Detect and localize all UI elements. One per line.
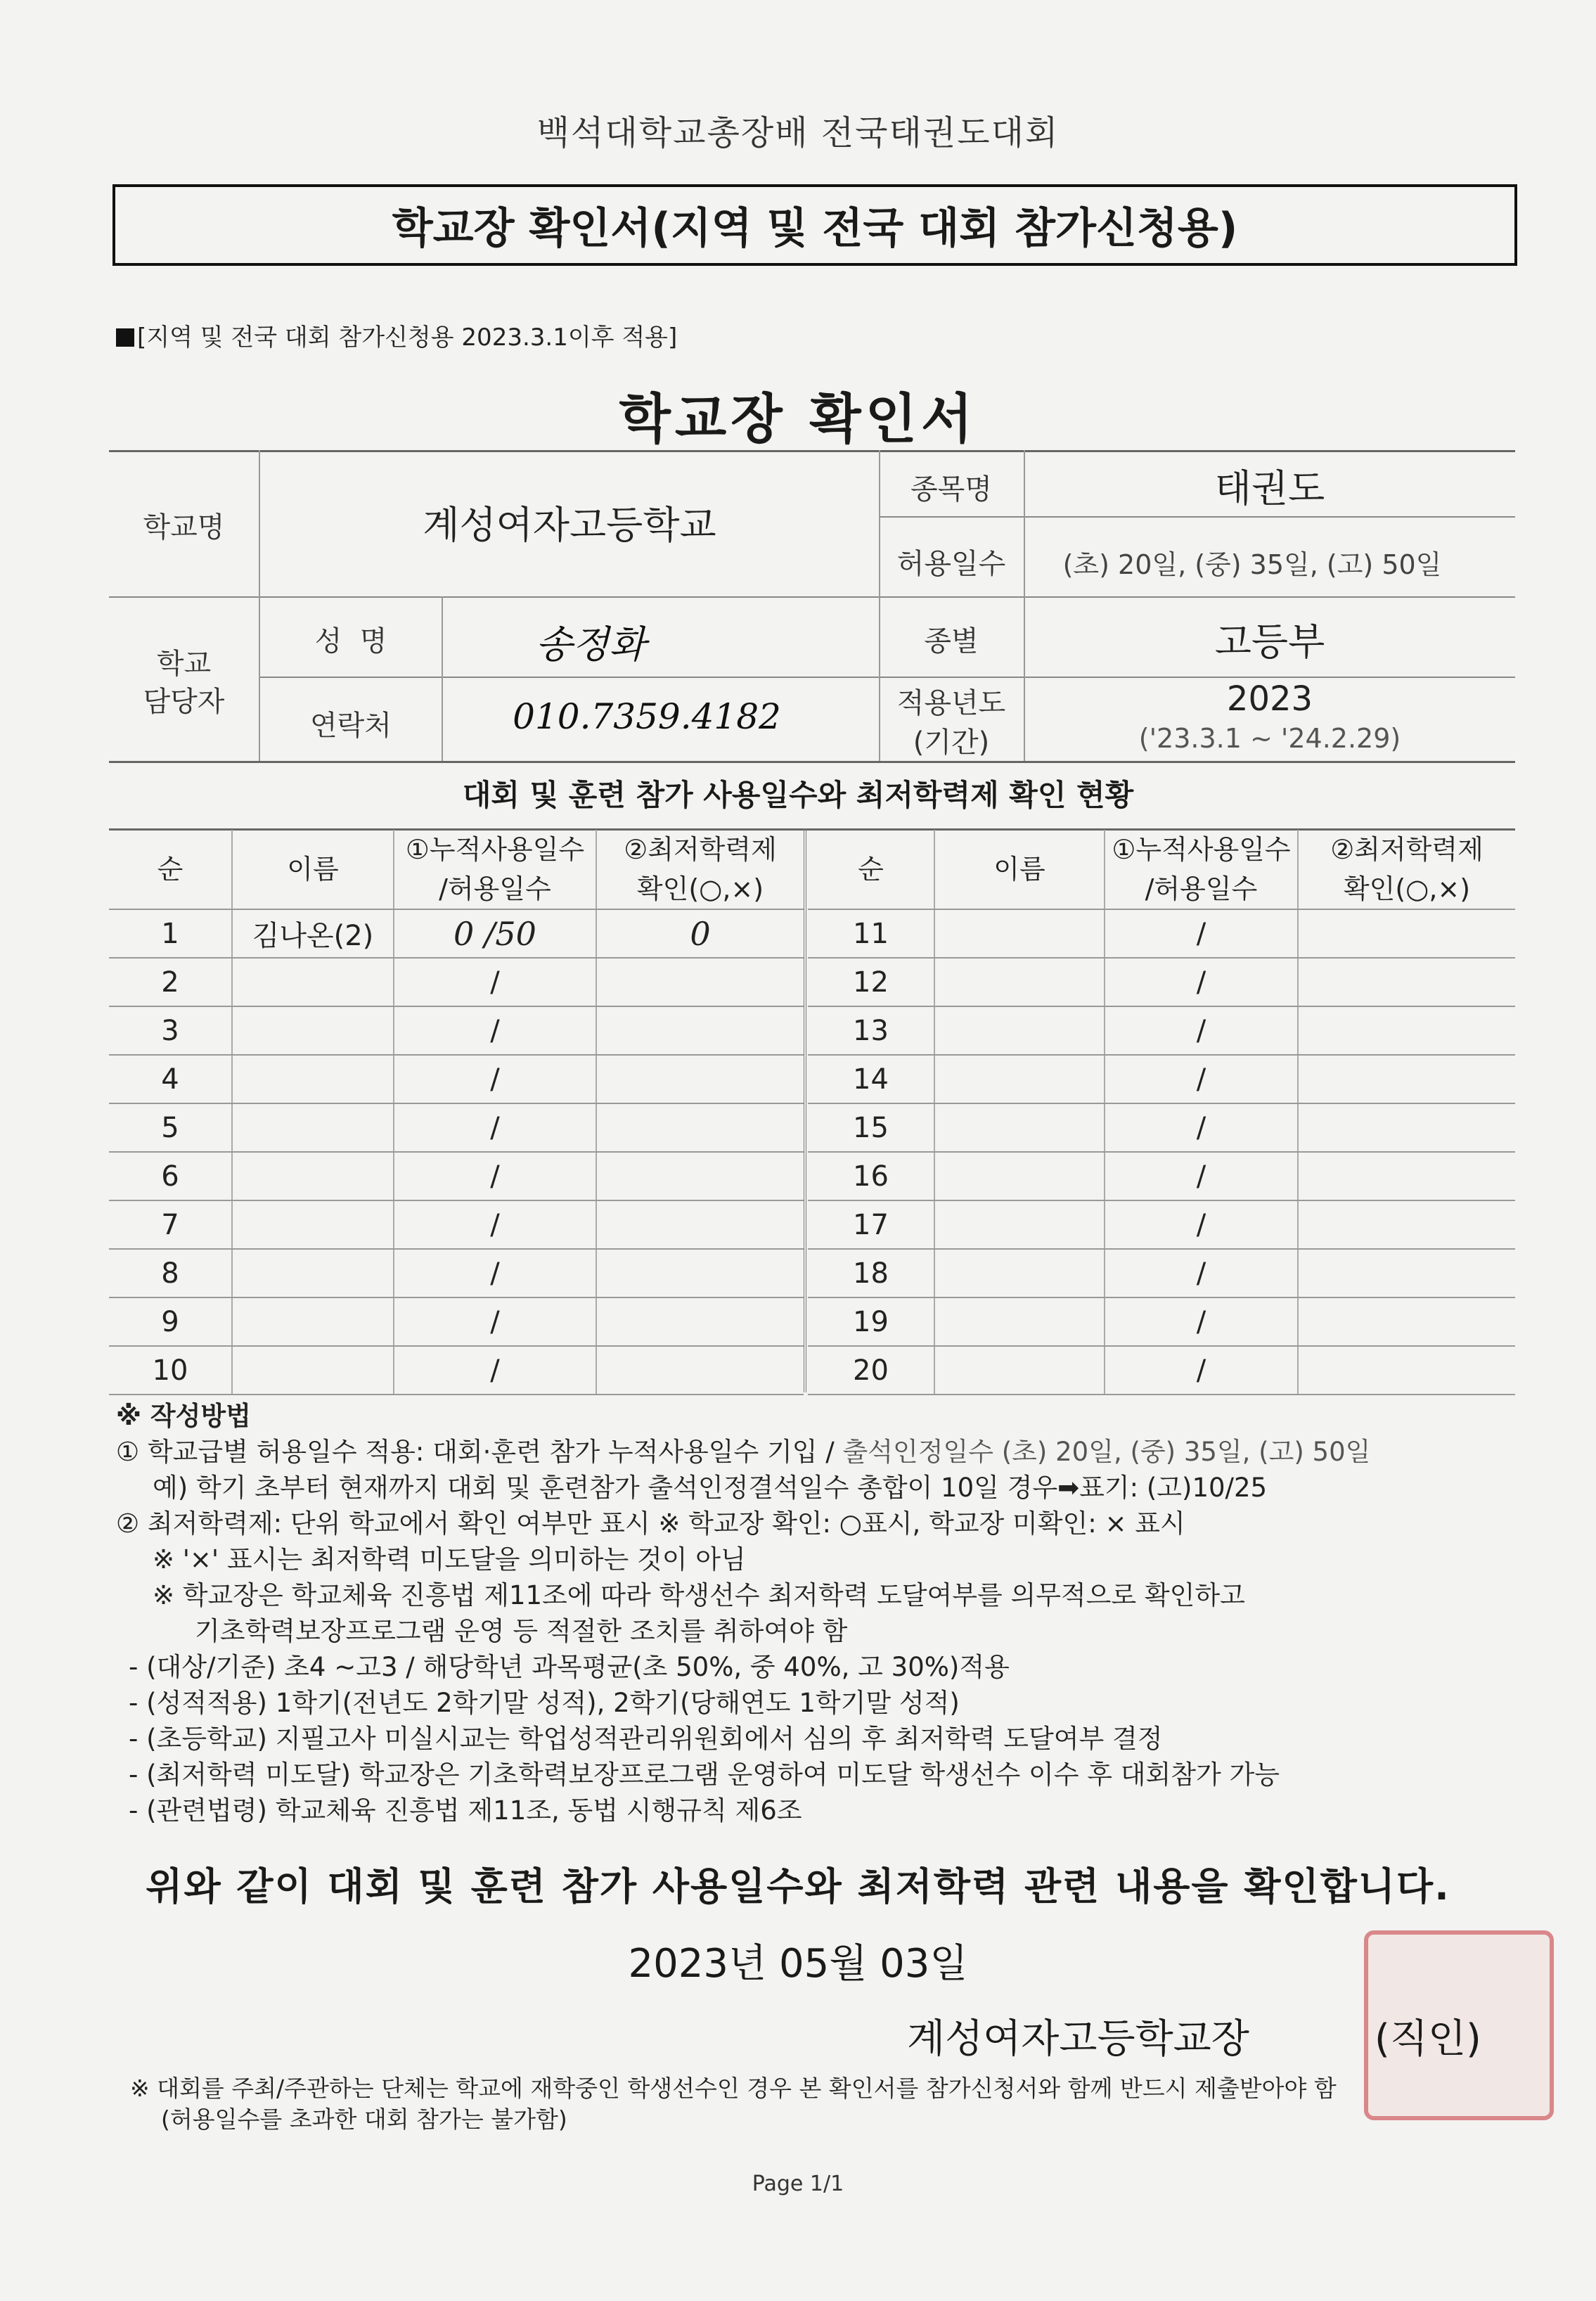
staff-label-line1: 학교: [156, 648, 212, 680]
table-row: [109, 1006, 804, 1055]
row-no: 18: [808, 1249, 934, 1297]
row-min: [1298, 1006, 1515, 1055]
contact-label: 연락처: [310, 710, 392, 742]
row-name: [232, 1006, 394, 1055]
row-no: 3: [109, 1006, 232, 1055]
form-title: 학교장 확인서(지역 및 전국 대회 참가신청용): [112, 184, 1517, 266]
col-days-line1: ①누적사용일수: [405, 834, 585, 865]
table-row: [109, 909, 804, 958]
sport-label: 종목명: [910, 473, 992, 506]
row-no: 7: [109, 1200, 232, 1249]
col-days: [1105, 830, 1298, 909]
instructions: [116, 1398, 1515, 1828]
col-min-line1: ②최저학력제: [1330, 834, 1484, 865]
staff-name-handwritten: 송정화: [535, 622, 646, 667]
school-label: 학교명: [143, 511, 225, 544]
instruction-text-highlight: 출석인정일수 (초) 20일, (중) 35일, (고) 50일: [842, 1437, 1371, 1467]
document-title: 학교장 확인서: [619, 387, 977, 450]
row-no: 4: [109, 1055, 232, 1103]
row-min: 0: [596, 909, 804, 958]
year-period: ('23.3.1 ~ '24.2.29): [1138, 723, 1401, 754]
row-min: [1298, 1152, 1515, 1200]
row-no: 12: [808, 958, 934, 1006]
info-rule: [879, 516, 1515, 518]
row-days: /: [394, 1055, 596, 1103]
table-row: [808, 1297, 1515, 1346]
col-days-line2: /허용일수: [1145, 873, 1258, 904]
row-days: /: [394, 1297, 596, 1346]
row-min: [1298, 1200, 1515, 1249]
instruction-line: - (성적적용) 1학기(전년도 2학기말 성적), 2학기(당해연도 1학기말 성적): [129, 1688, 960, 1718]
row-min: [596, 1055, 804, 1103]
black-square-icon: [116, 328, 134, 347]
row-no: 6: [109, 1152, 232, 1200]
row-no: 16: [808, 1152, 934, 1200]
row-days: /: [394, 1249, 596, 1297]
col-name: 이름: [232, 830, 394, 909]
row-min: [1298, 1249, 1515, 1297]
row-name: [232, 958, 394, 1006]
row-no: 11: [808, 909, 934, 958]
row-name: [934, 1152, 1105, 1200]
row-min: [1298, 1346, 1515, 1395]
table-row: [808, 1346, 1515, 1395]
instructions-heading: ※ 작성방법: [116, 1401, 251, 1431]
info-col-line: [442, 596, 443, 761]
instruction-line: 예) 학기 초부터 현재까지 대회 및 훈련참가 출석인정결석일수 총합이 10일 경우➡표기: (고)10/25: [153, 1473, 1268, 1503]
instruction-line: ※ '×' 표시는 최저학력 미도달을 의미하는 것이 아님: [153, 1544, 746, 1575]
row-name: 김나온(2): [232, 909, 394, 958]
confirmation-statement: 위와 같이 대회 및 훈련 참가 사용일수와 최저학력 관련 내용을 확인합니다.: [146, 1864, 1450, 1909]
instruction-line: - (관련법령) 학교체육 진흥법 제11조, 동법 시행규칙 제6조: [129, 1795, 802, 1826]
row-days: /: [1105, 1055, 1298, 1103]
row-name: [934, 1200, 1105, 1249]
row-min: [596, 958, 804, 1006]
table-row: [109, 1249, 804, 1297]
col-min-line2: 확인(○,×): [1343, 873, 1471, 904]
instruction-line: - (최저학력 미도달) 학교장은 기초학력보장프로그램 운영하여 미도달 학생선수 이수 후 대회참가 가능: [129, 1760, 1280, 1790]
roster-center-divider: [804, 828, 806, 1392]
table-row: [808, 1249, 1515, 1297]
info-rule: [879, 677, 1515, 678]
info-top-border: [109, 450, 1515, 452]
issue-date: 2023년 05월 03일: [628, 1941, 968, 1987]
roster-table-left: [109, 830, 804, 1395]
row-name: [232, 1346, 394, 1395]
table-row: [808, 958, 1515, 1006]
notice-line: [116, 318, 677, 352]
row-min: [596, 1297, 804, 1346]
row-min: [1298, 909, 1515, 958]
row-days: /: [1105, 1103, 1298, 1152]
instruction-line: - (대상/기준) 초4 ~고3 / 해당학년 과목평균(초 50%, 중 40%, 고 30%)적용: [129, 1652, 1010, 1682]
allowed-days-value: (초) 20일, (중) 35일, (고) 50일: [1062, 549, 1442, 580]
row-days: /: [1105, 1249, 1298, 1297]
row-name: [232, 1055, 394, 1103]
row-min: [1298, 1103, 1515, 1152]
instruction-text: ① 학교급별 허용일수 적용: 대회·훈련 참가 누적사용일수 기입 /: [116, 1437, 843, 1467]
row-no: 8: [109, 1249, 232, 1297]
row-min: [1298, 958, 1515, 1006]
year-label-line2: (기간): [913, 726, 990, 759]
row-no: 10: [109, 1346, 232, 1395]
row-days: /: [394, 1200, 596, 1249]
row-days: /: [394, 1152, 596, 1200]
col-days: [394, 830, 596, 909]
row-min: [596, 1346, 804, 1395]
row-no: 20: [808, 1346, 934, 1395]
row-name: [232, 1297, 394, 1346]
col-days-line1: ①누적사용일수: [1112, 834, 1291, 865]
row-no: 13: [808, 1006, 934, 1055]
row-days: 0 /50: [394, 909, 596, 958]
row-days: /: [394, 958, 596, 1006]
allowed-days-label: 허용일수: [896, 548, 1006, 580]
row-days: /: [394, 1346, 596, 1395]
row-no: 1: [109, 909, 232, 958]
row-no: 9: [109, 1297, 232, 1346]
row-min: [1298, 1297, 1515, 1346]
school-value: 계성여자고등학교: [423, 503, 716, 547]
roster-table-right: [808, 830, 1515, 1395]
col-no: 순: [109, 830, 232, 909]
row-no: 19: [808, 1297, 934, 1346]
row-min: [596, 1152, 804, 1200]
row-days: /: [1105, 1200, 1298, 1249]
table-row: [808, 1055, 1515, 1103]
info-rule: [109, 596, 1515, 598]
row-name: [934, 958, 1105, 1006]
event-title: 백석대학교총장배 전국태권도대회: [536, 113, 1060, 153]
instruction-line: [116, 1434, 1515, 1470]
division-label: 종별: [924, 625, 979, 658]
notice-text: [지역 및 전국 대회 참가신청용 2023.3.1이후 적용]: [137, 323, 678, 352]
table-row: [109, 1103, 804, 1152]
row-name: [232, 1249, 394, 1297]
table-row: [808, 909, 1515, 958]
row-no: 5: [109, 1103, 232, 1152]
table-row: [109, 1152, 804, 1200]
row-no: 17: [808, 1200, 934, 1249]
section-heading: 대회 및 훈련 참가 사용일수와 최저학력제 확인 현황: [462, 778, 1134, 812]
col-min: [596, 830, 804, 909]
sport-value: 태권도: [1214, 466, 1325, 511]
row-name: [232, 1200, 394, 1249]
row-days: /: [394, 1006, 596, 1055]
col-min-line2: 확인(○,×): [636, 873, 764, 904]
row-name: [232, 1103, 394, 1152]
row-min: [596, 1103, 804, 1152]
table-row: [109, 1055, 804, 1103]
name-label: 성 명: [314, 625, 387, 658]
row-name: [934, 1006, 1105, 1055]
instruction-line: ※ 학교장은 학교체육 진흥법 제11조에 따라 학생선수 최저학력 도달여부를 의무적으로 확인하고: [153, 1580, 1245, 1610]
row-name: [934, 909, 1105, 958]
row-min: [1298, 1055, 1515, 1103]
row-days: /: [1105, 1152, 1298, 1200]
row-no: 2: [109, 958, 232, 1006]
year-label-line1: 적용년도: [896, 687, 1006, 719]
row-days: /: [1105, 1346, 1298, 1395]
row-min: [596, 1006, 804, 1055]
info-bottom-border: [109, 761, 1515, 763]
division-value: 고등부: [1214, 620, 1325, 664]
row-name: [934, 1055, 1105, 1103]
info-rule: [260, 677, 879, 678]
row-no: 15: [808, 1103, 934, 1152]
table-row: [109, 958, 804, 1006]
instruction-line: 기초학력보장프로그램 운영 등 적절한 조치를 취하여야 함: [195, 1616, 848, 1646]
instruction-line: ② 최저학력제: 단위 학교에서 확인 여부만 표시 ※ 학교장 확인: ○표시, 학교장 미확인: × 표시: [116, 1508, 1185, 1539]
col-min-line1: ②최저학력제: [624, 834, 777, 865]
row-name: [934, 1297, 1105, 1346]
footnote-line: (허용일수를 초과한 대회 참가는 불가함): [161, 2105, 567, 2133]
row-name: [934, 1249, 1105, 1297]
col-name: 이름: [934, 830, 1105, 909]
row-days: /: [1105, 909, 1298, 958]
row-no: 14: [808, 1055, 934, 1103]
row-days: /: [1105, 1006, 1298, 1055]
staff-label-line2: 담당자: [143, 686, 225, 718]
row-min: [596, 1249, 804, 1297]
seal-label: (직인): [1375, 2016, 1481, 2062]
footnote: [130, 2073, 1508, 2135]
instruction-line: - (초등학교) 지필고사 미실시교는 학업성적관리위원회에서 심의 후 최저학력 도달여부 결정: [129, 1724, 1163, 1754]
col-days-line2: /허용일수: [439, 873, 551, 904]
row-name: [232, 1152, 394, 1200]
table-row: [808, 1200, 1515, 1249]
footnote-line: ※ 대회를 주최/주관하는 단체는 학교에 재학중인 학생선수인 경우 본 확인서를 참가신청서와 함께 반드시 제출받아야 함: [130, 2075, 1337, 2102]
table-row: [808, 1103, 1515, 1152]
table-row: [808, 1152, 1515, 1200]
col-min: [1298, 830, 1515, 909]
row-min: [596, 1200, 804, 1249]
table-row: [109, 1297, 804, 1346]
page-number: Page 1/1: [752, 2172, 844, 2196]
row-days: /: [1105, 1297, 1298, 1346]
row-days: /: [1105, 958, 1298, 1006]
row-name: [934, 1103, 1105, 1152]
year-value: 2023: [1226, 679, 1313, 719]
principal-title: 계성여자고등학교장: [907, 2016, 1249, 2062]
table-row: [109, 1200, 804, 1249]
col-no: 순: [808, 830, 934, 909]
row-days: /: [394, 1103, 596, 1152]
row-name: [934, 1346, 1105, 1395]
table-row: [109, 1346, 804, 1395]
contact-handwritten: 010.7359.4182: [513, 696, 781, 737]
table-row: [808, 1006, 1515, 1055]
